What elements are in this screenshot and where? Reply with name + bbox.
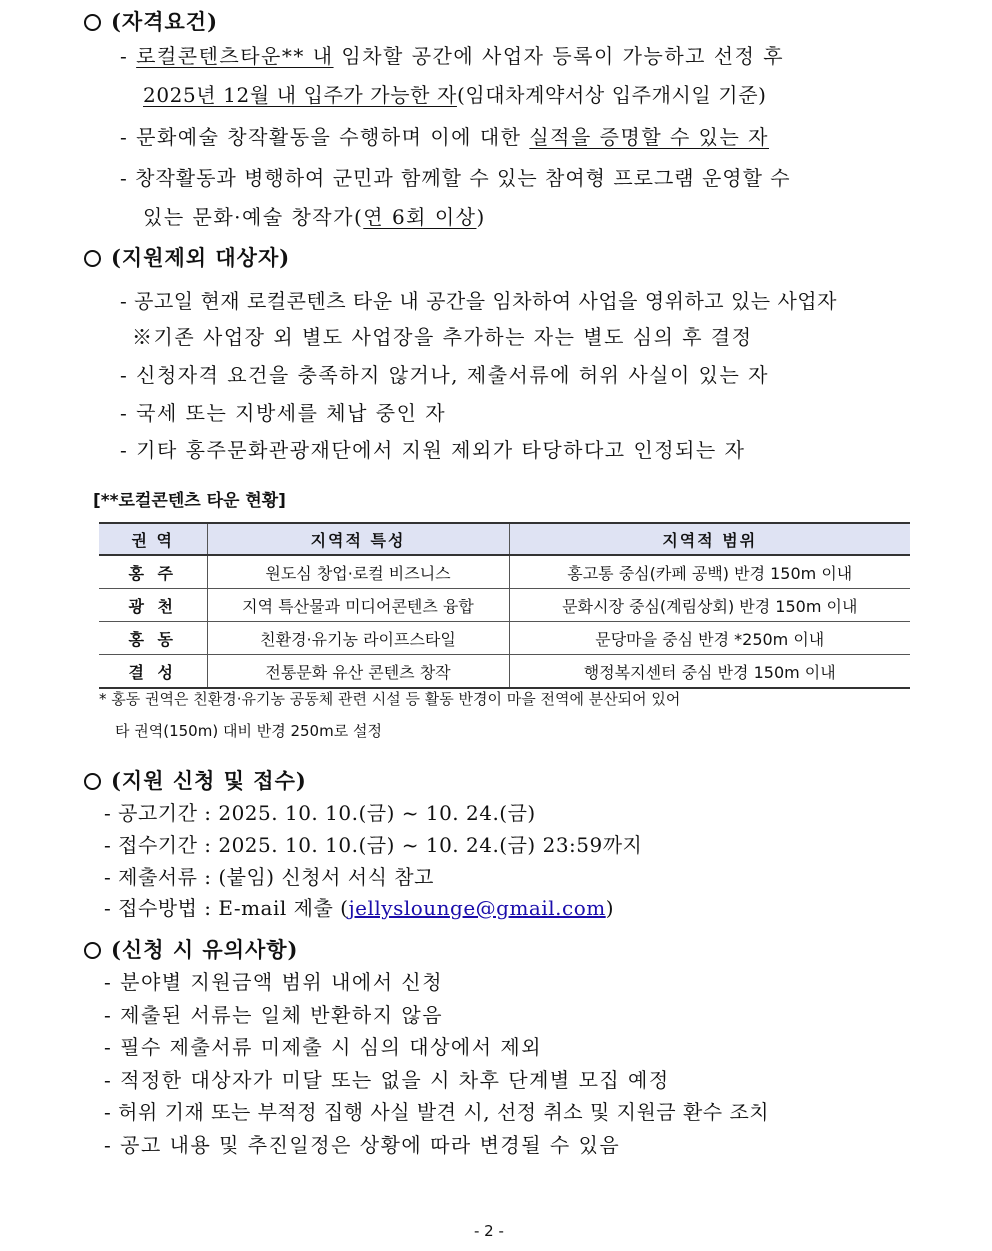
eligibility-item-1: - 로컬콘텐츠타운** 내 임차할 공간에 사업자 등록이 가능하고 선정 후 bbox=[120, 44, 785, 68]
reception-method: - 접수방법 : E-mail 제출 (jellyslounge@gmail.com) bbox=[104, 896, 615, 920]
circle-bullet-icon bbox=[84, 942, 101, 959]
section-heading-application: (지원 신청 및 접수) bbox=[84, 765, 307, 795]
circle-bullet-icon bbox=[84, 14, 101, 31]
notes-item-1: - 분야별 지원금액 범위 내에서 신청 bbox=[104, 970, 444, 994]
range-cell: 행정복지센터 중심 반경 150m 이내 bbox=[509, 655, 910, 689]
application-period: - 공고기간 : 2025. 10. 10.(금) ~ 10. 24.(금) bbox=[104, 801, 536, 825]
header-range: 지역적 범위 bbox=[509, 523, 910, 555]
submission-documents: - 제출서류 : (붙임) 신청서 서식 참고 bbox=[104, 865, 434, 889]
region-cell: 홍 동 bbox=[99, 622, 207, 655]
circle-bullet-icon bbox=[84, 773, 101, 790]
table-row bbox=[99, 655, 910, 689]
header-region: 권 역 bbox=[99, 523, 207, 555]
header-characteristics: 지역적 특성 bbox=[207, 523, 509, 555]
region-cell: 결 성 bbox=[99, 655, 207, 689]
table-footnote-cont: 타 권역(150m) 대비 반경 250m로 설정 bbox=[115, 722, 382, 740]
table-row bbox=[99, 589, 910, 622]
notes-item-4: - 적정한 대상자가 미달 또는 없을 시 차후 단계별 모집 예정 bbox=[104, 1068, 670, 1092]
reception-period: - 접수기간 : 2025. 10. 10.(금) ~ 10. 24.(금) 23:59까지 bbox=[104, 833, 643, 857]
local-content-town-table bbox=[99, 522, 910, 689]
exclusion-item-4: - 기타 홍주문화관광재단에서 지원 제외가 타당하다고 인정되는 자 bbox=[120, 438, 746, 462]
eligibility-item-3: - 창작활동과 병행하여 군민과 함께할 수 있는 참여형 프로그램 운영할 수 bbox=[120, 166, 791, 190]
region-cell: 홍 주 bbox=[99, 555, 207, 589]
table-row bbox=[99, 555, 910, 589]
section-heading-exclusion: (지원제외 대상자) bbox=[84, 242, 290, 272]
page-number: - 2 - bbox=[474, 1222, 504, 1240]
table-header-row bbox=[99, 523, 910, 555]
eligibility-item-1-cont: 2025년 12월 내 입주가 가능한 자(임대차계약서상 입주개시일 기준) bbox=[143, 83, 767, 107]
characteristics-cell: 전통문화 유산 콘텐츠 창작 bbox=[207, 655, 509, 689]
notes-item-6: - 공고 내용 및 추진일정은 상황에 따라 변경될 수 있음 bbox=[104, 1133, 621, 1157]
eligibility-item-2: - 문화예술 창작활동을 수행하며 이에 대한 실적을 증명할 수 있는 자 bbox=[120, 125, 769, 149]
section-heading-notes: (신청 시 유의사항) bbox=[84, 934, 299, 964]
exclusion-item-1: - 공고일 현재 로컬콘텐츠 타운 내 공간을 임차하여 사업을 영위하고 있는 사업자 bbox=[120, 289, 837, 313]
exclusion-item-3: - 국세 또는 지방세를 체납 중인 자 bbox=[120, 401, 447, 425]
circle-bullet-icon bbox=[84, 250, 101, 267]
range-cell: 문당마을 중심 반경 *250m 이내 bbox=[509, 622, 910, 655]
characteristics-cell: 친환경·유기농 라이프스타일 bbox=[207, 622, 509, 655]
characteristics-cell: 지역 특산물과 미디어콘텐츠 융합 bbox=[207, 589, 509, 622]
range-cell: 홍고통 중심(카페 공백) 반경 150m 이내 bbox=[509, 555, 910, 589]
notes-item-3: - 필수 제출서류 미제출 시 심의 대상에서 제외 bbox=[104, 1035, 543, 1059]
characteristics-cell: 원도심 창업·로컬 비즈니스 bbox=[207, 555, 509, 589]
table-footnote: * 홍동 권역은 친환경·유기농 공동체 관련 시설 등 활동 반경이 마을 전역에 분산되어 있어 bbox=[99, 690, 681, 708]
range-cell: 문화시장 중심(계림상회) 반경 150m 이내 bbox=[509, 589, 910, 622]
table-title: [**로컬콘텐츠 타운 현황] bbox=[93, 491, 286, 511]
region-cell: 광 천 bbox=[99, 589, 207, 622]
section-heading-eligibility: (자격요건) bbox=[84, 6, 218, 36]
notes-item-5: - 허위 기재 또는 부적정 집행 사실 발견 시, 선정 취소 및 지원금 환수 조치 bbox=[104, 1100, 770, 1124]
exclusion-item-2: - 신청자격 요건을 충족하지 않거나, 제출서류에 허위 사실이 있는 자 bbox=[120, 363, 769, 387]
notes-item-2: - 제출된 서류는 일체 반환하지 않음 bbox=[104, 1003, 444, 1027]
exclusion-note: ※기존 사업장 외 별도 사업장을 추가하는 자는 별도 심의 후 결정 bbox=[132, 325, 753, 349]
table-row bbox=[99, 622, 910, 655]
eligibility-item-3-cont: 있는 문화·예술 창작가(연 6회 이상) bbox=[143, 205, 486, 229]
email-link[interactable]: jellyslounge@gmail.com bbox=[348, 896, 606, 920]
